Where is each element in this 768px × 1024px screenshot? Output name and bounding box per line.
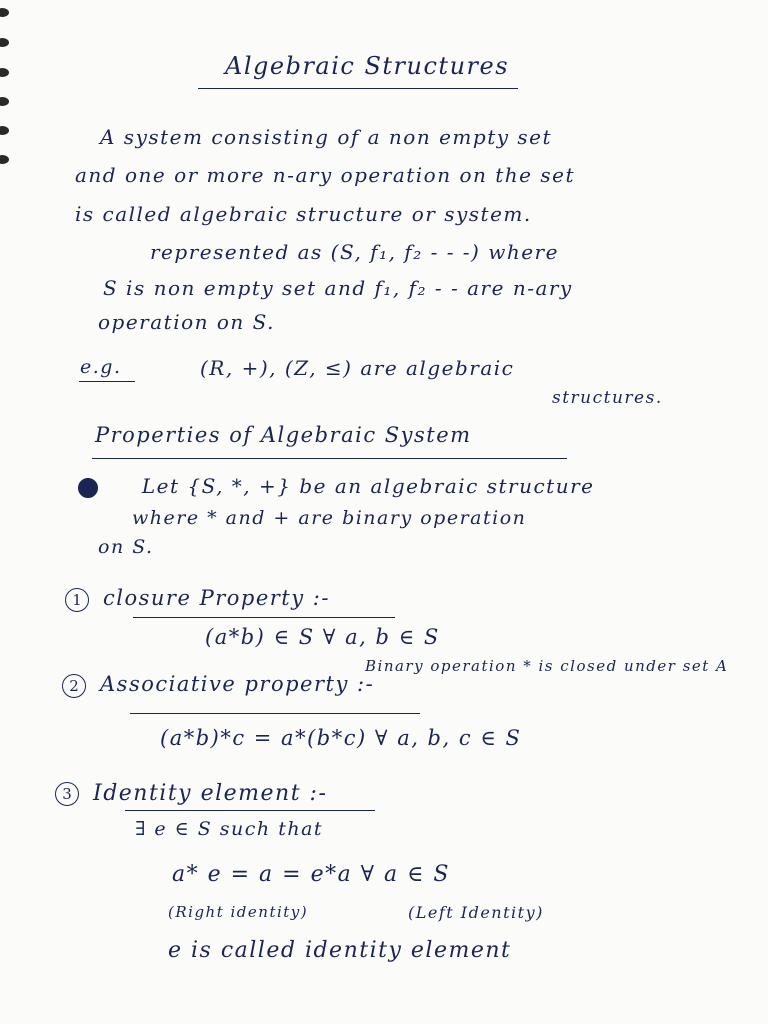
number-circle-icon: 3 (55, 782, 79, 806)
property-3-exists: ∃ e ∈ S such that (135, 818, 324, 840)
property-2-formula: (a*b)*c = a*(b*c) ∀ a, b, c ∈ S (160, 726, 522, 750)
example-continuation: structures. (552, 388, 663, 408)
represented-line-3: operation on S. (98, 310, 276, 334)
title-underline (198, 88, 518, 89)
number-circle-icon: 2 (62, 674, 86, 698)
definition-line-2: and one or more n-ary operation on the set (75, 163, 575, 187)
definition-line-3: is called algebraic structure or system. (75, 202, 532, 226)
right-identity-label: (Right identity) (168, 903, 309, 921)
properties-heading-underline (92, 458, 567, 459)
property-1-underline (133, 617, 395, 618)
properties-heading: Properties of Algebraic System (95, 423, 472, 447)
represented-line-1: represented as (S, f₁, f₂ - - -) where (150, 240, 559, 264)
binding-hole (0, 126, 9, 135)
notebook-binding-holes (0, 0, 12, 1024)
property-2-heading (62, 672, 374, 698)
property-1-formula: (a*b) ∈ S ∀ a, b ∈ S (205, 625, 440, 649)
property-1-heading (65, 586, 330, 612)
property-3-formula: a* e = a = e*a ∀ a ∈ S (172, 862, 450, 887)
binding-hole (0, 155, 9, 164)
let-line-2: where * and + are binary operation (132, 507, 527, 529)
let-line-3: on S. (98, 536, 154, 558)
binding-hole (0, 68, 9, 77)
property-3-underline (125, 810, 375, 811)
represented-line-2: S is non empty set and f₁, f₂ - - are n-ary (103, 276, 573, 300)
left-identity-label: (Left Identity) (408, 903, 544, 922)
identity-conclusion: e is called identity element (168, 938, 512, 963)
definition-line-1: A system consisting of a non empty set (100, 125, 553, 149)
property-1-title: closure Property :- (103, 586, 330, 610)
property-2-title: Associative property :- (100, 672, 375, 696)
let-line-1-text: Let {S, *, +} be an algebraic structure (141, 474, 595, 498)
bullet-icon (78, 478, 98, 498)
number-circle-icon: 1 (65, 588, 89, 612)
property-3-title: Identity element :- (93, 781, 328, 806)
page-title: Algebraic Structures (225, 52, 510, 80)
let-line-1 (78, 474, 594, 498)
property-2-underline (130, 713, 420, 714)
binding-hole (0, 8, 9, 17)
example-label-underline (79, 381, 135, 382)
binding-hole (0, 97, 9, 106)
example-label: e.g. (80, 356, 122, 378)
binding-hole (0, 38, 9, 47)
property-3-heading (55, 781, 327, 806)
property-1-note: Binary operation * is closed under set A (365, 657, 729, 675)
example-text: (R, +), (Z, ≤) are algebraic (200, 356, 515, 380)
